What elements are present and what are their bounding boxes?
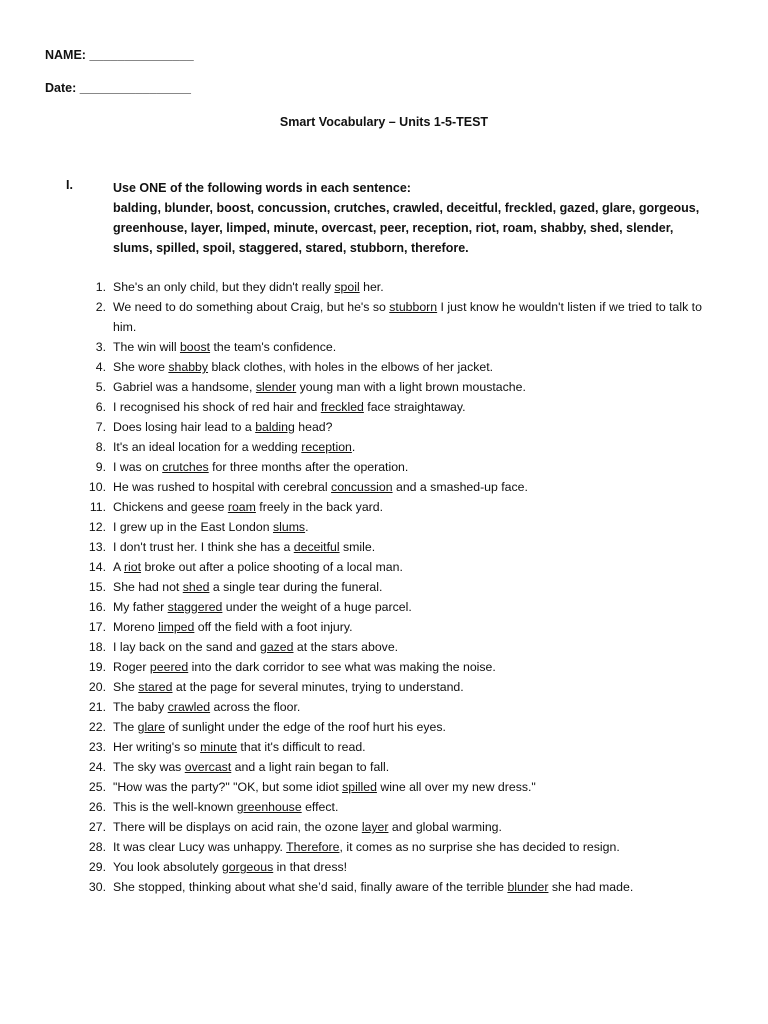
list-item bbox=[0, 517, 768, 537]
page-title: Smart Vocabulary – Units 1-5-TEST bbox=[279, 115, 489, 129]
item-number: 25. bbox=[88, 780, 106, 794]
sentence-before: Roger bbox=[113, 660, 150, 674]
answer-word: peered bbox=[149, 660, 189, 674]
item-number: 26. bbox=[88, 800, 106, 814]
sentence-after: black clothes, with holes in the elbows of her jacket. bbox=[208, 360, 494, 374]
sentence-text bbox=[113, 457, 723, 477]
list-item bbox=[0, 397, 768, 417]
list-item bbox=[0, 437, 768, 457]
list-item bbox=[0, 837, 768, 857]
item-number: 12. bbox=[88, 520, 106, 534]
sentence-after: smile. bbox=[339, 540, 376, 554]
sentence-after: I just know he wouldn't listen if we tried to talk to him. bbox=[113, 300, 702, 334]
list-item bbox=[0, 497, 768, 517]
list-item bbox=[0, 597, 768, 617]
sentence-text bbox=[113, 337, 723, 357]
item-number: 16. bbox=[88, 600, 106, 614]
list-item bbox=[0, 857, 768, 877]
list-item bbox=[0, 677, 768, 697]
sentence-after: head? bbox=[294, 420, 333, 434]
list-item bbox=[0, 337, 768, 357]
sentence-after: her. bbox=[359, 280, 384, 294]
item-number: 15. bbox=[88, 580, 106, 594]
sentence-before: My father bbox=[113, 600, 168, 614]
sentence-before: She bbox=[113, 680, 139, 694]
answer-word: crawled bbox=[167, 700, 211, 714]
sentence-text bbox=[113, 397, 723, 417]
answer-word: layer bbox=[361, 820, 389, 834]
item-number: 28. bbox=[88, 840, 106, 854]
sentence-after: a single tear during the funeral. bbox=[209, 580, 383, 594]
list-item bbox=[0, 697, 768, 717]
answer-word: greenhouse bbox=[236, 800, 302, 814]
answer-word: roam bbox=[227, 500, 256, 514]
sentence-after: effect. bbox=[301, 800, 339, 814]
sentence-list bbox=[0, 277, 768, 897]
sentence-text bbox=[113, 417, 723, 437]
sentence-after: and a light rain began to fall. bbox=[231, 760, 390, 774]
sentence-text bbox=[113, 837, 723, 857]
sentence-text bbox=[113, 757, 723, 777]
sentence-after: the team's confidence. bbox=[210, 340, 337, 354]
sentence-text bbox=[113, 377, 723, 397]
sentence-before: Gabriel was a handsome, bbox=[113, 380, 256, 394]
list-item bbox=[0, 777, 768, 797]
list-item bbox=[0, 617, 768, 637]
sentence-before: I don't trust her. I think she has a bbox=[113, 540, 294, 554]
answer-word: blunder bbox=[507, 880, 549, 894]
sentence-text bbox=[113, 657, 723, 677]
name-field: NAME: _______________ bbox=[45, 48, 194, 62]
sentence-after: off the field with a foot injury. bbox=[194, 620, 353, 634]
sentence-text bbox=[113, 297, 723, 337]
answer-word: spilled bbox=[342, 780, 377, 794]
item-number: 22. bbox=[88, 720, 106, 734]
sentence-after: that it's difficult to read. bbox=[237, 740, 366, 754]
item-number: 10. bbox=[88, 480, 106, 494]
answer-word: gazed bbox=[259, 640, 294, 654]
sentence-before: "How was the party?" "OK, but some idiot bbox=[113, 780, 343, 794]
item-number: 27. bbox=[88, 820, 106, 834]
sentence-after: , it comes as no surprise she has decided to resign. bbox=[339, 840, 620, 854]
item-number: 21. bbox=[88, 700, 106, 714]
sentence-after: of sunlight under the edge of the roof hurt his eyes. bbox=[164, 720, 446, 734]
sentence-text bbox=[113, 537, 723, 557]
sentence-text bbox=[113, 857, 723, 877]
item-number: 19. bbox=[88, 660, 106, 674]
sentence-after: . bbox=[305, 520, 309, 534]
list-item bbox=[0, 877, 768, 897]
answer-word: shabby bbox=[168, 360, 209, 374]
sentence-text bbox=[113, 677, 723, 697]
sentence-before: A bbox=[113, 560, 124, 574]
sentence-text bbox=[113, 557, 723, 577]
sentence-text bbox=[113, 477, 723, 497]
list-item bbox=[0, 457, 768, 477]
sentence-before: I lay back on the sand and bbox=[113, 640, 260, 654]
sentence-after: freely in the back yard. bbox=[255, 500, 384, 514]
answer-word: limped bbox=[158, 620, 195, 634]
word-bank: balding, blunder, boost, concussion, crutches, crawled, deceitful, freckled, gazed, glare, gorgeous, greenhouse, layer, limped, minute, overcast, peer, reception, riot, roam, shabby, shed, slender, slums, spilled, spoil, staggered, stared, stubborn, therefore. bbox=[113, 201, 700, 255]
answer-word: slender bbox=[255, 380, 297, 394]
sentence-after: under the weight of a huge parcel. bbox=[222, 600, 412, 614]
sentence-text bbox=[113, 597, 723, 617]
sentence-before: She's an only child, but they didn't really bbox=[113, 280, 335, 294]
section-number: I. bbox=[66, 178, 73, 192]
answer-word: Therefore bbox=[286, 840, 340, 854]
sentence-before: You look absolutely bbox=[113, 860, 222, 874]
answer-word: glare bbox=[137, 720, 165, 734]
answer-word: spoil bbox=[334, 280, 360, 294]
sentence-before: Her writing's so bbox=[113, 740, 201, 754]
answer-word: balding bbox=[255, 420, 295, 434]
item-number: 2. bbox=[95, 300, 106, 314]
item-number: 11. bbox=[89, 500, 106, 514]
list-item bbox=[0, 277, 768, 297]
sentence-text bbox=[113, 777, 723, 797]
sentence-text bbox=[113, 717, 723, 737]
sentence-after: . bbox=[351, 440, 356, 454]
item-number: 29. bbox=[88, 860, 106, 874]
sentence-before: I was on bbox=[113, 460, 163, 474]
answer-word: stared bbox=[138, 680, 173, 694]
sentence-after: at the page for several minutes, trying to understand. bbox=[172, 680, 464, 694]
sentence-after: face straightaway. bbox=[363, 400, 466, 414]
list-item bbox=[0, 377, 768, 397]
list-item bbox=[0, 737, 768, 757]
sentence-after: for three months after the operation. bbox=[208, 460, 409, 474]
list-item bbox=[0, 717, 768, 737]
sentence-before: She had not bbox=[113, 580, 183, 594]
sentence-after: broke out after a police shooting of a local man. bbox=[141, 560, 403, 574]
list-item bbox=[0, 557, 768, 577]
sentence-before: The sky was bbox=[113, 760, 185, 774]
item-number: 18. bbox=[88, 640, 106, 654]
item-number: 4. bbox=[95, 360, 106, 374]
item-number: 9. bbox=[95, 460, 106, 474]
list-item bbox=[0, 637, 768, 657]
sentence-before: I recognised his shock of red hair and bbox=[113, 400, 321, 414]
sentence-before: It was clear Lucy was unhappy. bbox=[113, 840, 287, 854]
item-number: 8. bbox=[95, 440, 106, 454]
sentence-text bbox=[113, 497, 723, 517]
sentence-text bbox=[113, 357, 723, 377]
sentence-before: The bbox=[113, 720, 138, 734]
sentence-after: across the floor. bbox=[210, 700, 301, 714]
item-number: 14. bbox=[88, 560, 106, 574]
sentence-after: young man with a light brown moustache. bbox=[296, 380, 526, 394]
answer-word: staggered bbox=[167, 600, 223, 614]
sentence-before: Chickens and geese bbox=[113, 500, 228, 514]
sentence-text bbox=[113, 637, 723, 657]
sentence-text bbox=[113, 617, 723, 637]
item-number: 20. bbox=[88, 680, 106, 694]
list-item bbox=[0, 537, 768, 557]
sentence-before: The baby bbox=[113, 700, 168, 714]
item-number: 5. bbox=[95, 380, 106, 394]
sentence-text bbox=[113, 697, 723, 717]
answer-word: slums bbox=[272, 520, 306, 534]
answer-word: gorgeous bbox=[221, 860, 274, 874]
answer-word: crutches bbox=[162, 460, 209, 474]
date-field: Date: ________________ bbox=[45, 81, 191, 95]
sentence-after: into the dark corridor to see what was making the noise. bbox=[188, 660, 496, 674]
sentence-text bbox=[113, 737, 723, 757]
sentence-after: at the stars above. bbox=[293, 640, 399, 654]
answer-word: overcast bbox=[184, 760, 232, 774]
answer-word: deceitful bbox=[293, 540, 340, 554]
item-number: 30. bbox=[88, 880, 106, 894]
sentence-after: in that dress! bbox=[273, 860, 348, 874]
item-number: 17. bbox=[88, 620, 106, 634]
item-number: 7. bbox=[95, 420, 106, 434]
sentence-before: It's an ideal location for a wedding bbox=[113, 440, 302, 454]
sentence-text bbox=[113, 817, 723, 837]
list-item bbox=[0, 297, 768, 337]
list-item bbox=[0, 817, 768, 837]
sentence-text bbox=[113, 517, 723, 537]
item-number: 24. bbox=[88, 760, 106, 774]
sentence-before: She wore bbox=[113, 360, 169, 374]
item-number: 3. bbox=[95, 340, 106, 354]
sentence-before: She stopped, thinking about what she’d said, finally aware of the terrible bbox=[113, 880, 508, 894]
sentence-after: she had made. bbox=[548, 880, 634, 894]
list-item bbox=[0, 757, 768, 777]
sentence-before: This is the well-known bbox=[113, 800, 237, 814]
sentence-text bbox=[113, 577, 723, 597]
answer-word: minute bbox=[200, 740, 238, 754]
item-number: 1. bbox=[95, 280, 106, 294]
list-item bbox=[0, 577, 768, 597]
sentence-text bbox=[113, 277, 723, 297]
list-item bbox=[0, 797, 768, 817]
sentence-before: There will be displays on acid rain, the ozone bbox=[113, 820, 362, 834]
list-item bbox=[0, 357, 768, 377]
answer-word: shed bbox=[182, 580, 210, 594]
sentence-text bbox=[113, 437, 723, 457]
item-number: 13. bbox=[88, 540, 106, 554]
instruction-text: Use ONE of the following words in each sentence: bbox=[113, 181, 411, 195]
item-number: 23. bbox=[88, 740, 106, 754]
sentence-before: I grew up in the East London bbox=[113, 520, 273, 534]
sentence-after: and global warming. bbox=[388, 820, 502, 834]
sentence-before: We need to do something about Craig, but he's so bbox=[113, 300, 390, 314]
list-item bbox=[0, 477, 768, 497]
answer-word: stubborn bbox=[389, 300, 438, 314]
sentence-after: wine all over my new dress." bbox=[376, 780, 536, 794]
item-number: 6. bbox=[95, 400, 106, 414]
answer-word: reception bbox=[301, 440, 352, 454]
answer-word: riot bbox=[123, 560, 142, 574]
sentence-before: He was rushed to hospital with cerebral bbox=[113, 480, 332, 494]
sentence-text bbox=[113, 877, 723, 897]
answer-word: boost bbox=[179, 340, 211, 354]
answer-word: concussion bbox=[331, 480, 393, 494]
list-item bbox=[0, 417, 768, 437]
sentence-after: and a smashed-up face. bbox=[392, 480, 528, 494]
sentence-text bbox=[113, 797, 723, 817]
list-item bbox=[0, 657, 768, 677]
section-body bbox=[113, 178, 713, 258]
answer-word: freckled bbox=[320, 400, 364, 414]
sentence-before: Moreno bbox=[113, 620, 159, 634]
sentence-before: Does losing hair lead to a bbox=[113, 420, 256, 434]
sentence-before: The win will bbox=[113, 340, 180, 354]
